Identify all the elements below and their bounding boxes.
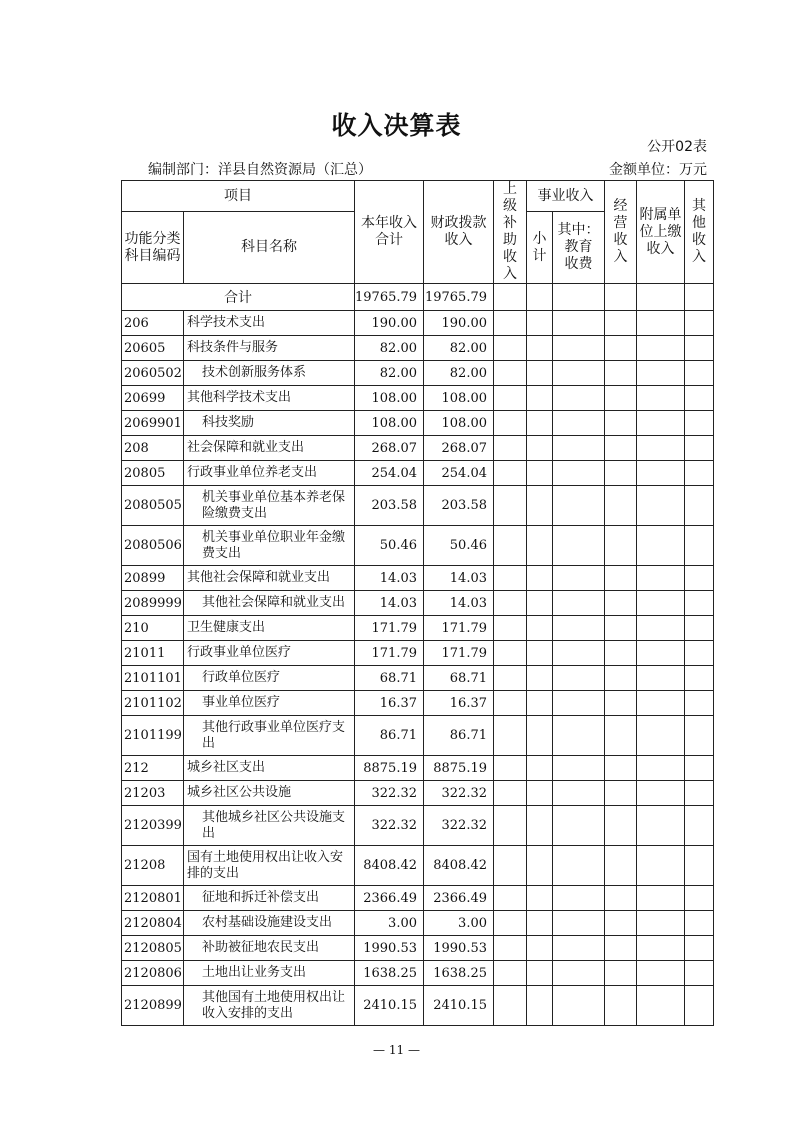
header-total-income: 本年收入 合计 [355,181,424,284]
table-row [122,986,714,1026]
empty-cell [685,436,714,461]
empty-cell [527,336,553,361]
empty-cell [685,961,714,986]
function-code: 21208 [122,846,184,886]
table-row [122,756,714,781]
empty-cell [494,846,527,886]
empty-cell [605,591,637,616]
fiscal-appropriation: 254.04 [424,461,494,486]
empty-cell [605,806,637,846]
empty-cell [494,716,527,756]
fiscal-appropriation: 190.00 [424,311,494,336]
empty-cell [637,716,685,756]
total-income: 322.32 [355,806,424,846]
total-label: 合计 [122,284,355,311]
empty-cell [637,641,685,666]
empty-cell [527,526,553,566]
total-income: 254.04 [355,461,424,486]
header-fiscal-appropriation: 财政拨款 收入 [424,181,494,284]
total-income: 268.07 [355,436,424,461]
empty-cell [527,566,553,591]
table-row [122,311,714,336]
empty-cell [553,526,605,566]
table-row [122,641,714,666]
empty-cell [685,411,714,436]
subject-name: 卫生健康支出 [184,616,355,641]
total-income: 2410.15 [355,986,424,1026]
function-code: 2120399 [122,806,184,846]
fiscal-appropriation: 268.07 [424,436,494,461]
total-income: 14.03 [355,591,424,616]
empty-cell [553,806,605,846]
empty-cell [527,886,553,911]
table-row [122,716,714,756]
empty-cell [637,911,685,936]
empty-cell [494,526,527,566]
function-code: 2080506 [122,526,184,566]
empty-cell [494,566,527,591]
empty-cell [685,781,714,806]
empty-cell [494,886,527,911]
function-code: 2120899 [122,986,184,1026]
empty-cell [553,311,605,336]
empty-cell [494,386,527,411]
empty-cell [553,411,605,436]
empty-cell [605,616,637,641]
function-code: 2060502 [122,361,184,386]
empty-cell [685,336,714,361]
empty-cell [605,911,637,936]
header-business-income: 事业收入 [527,181,605,212]
fiscal-appropriation: 3.00 [424,911,494,936]
empty-cell [527,311,553,336]
fiscal-appropriation: 50.46 [424,526,494,566]
total-fiscal-value: 19765.79 [424,284,494,311]
empty-cell [637,986,685,1026]
fiscal-appropriation: 322.32 [424,781,494,806]
empty-cell [605,411,637,436]
table-row [122,936,714,961]
empty-cell [494,461,527,486]
income-final-accounts-table [121,180,714,1026]
subject-name: 机关事业单位职业年金缴费支出 [184,526,355,566]
empty-cell [553,666,605,691]
page-number: — 11 — [373,1043,420,1057]
subject-name: 机关事业单位基本养老保险缴费支出 [184,486,355,526]
empty-cell [685,566,714,591]
total-income: 108.00 [355,411,424,436]
empty-cell [553,961,605,986]
total-income: 171.79 [355,616,424,641]
subject-name: 社会保障和就业支出 [184,436,355,461]
empty-cell [527,486,553,526]
subject-name: 其他科学技术支出 [184,386,355,411]
empty-cell [637,806,685,846]
fiscal-appropriation: 2410.15 [424,986,494,1026]
empty-cell [637,411,685,436]
total-income: 322.32 [355,781,424,806]
empty-cell [494,911,527,936]
function-code: 2101102 [122,691,184,716]
subject-name: 城乡社区支出 [184,756,355,781]
empty-cell [553,616,605,641]
subject-name: 行政单位医疗 [184,666,355,691]
table-number: 公开02表 [647,139,707,155]
empty-cell [527,436,553,461]
empty-cell [553,936,605,961]
function-code: 210 [122,616,184,641]
fiscal-appropriation: 108.00 [424,386,494,411]
empty-cell [527,846,553,886]
empty-cell [637,336,685,361]
empty-cell [605,461,637,486]
total-income: 1638.25 [355,961,424,986]
empty-cell [553,691,605,716]
empty-cell [605,486,637,526]
empty-cell [527,716,553,756]
empty-cell [685,386,714,411]
fiscal-appropriation: 16.37 [424,691,494,716]
empty-cell [553,336,605,361]
empty-cell [605,566,637,591]
empty-cell [637,486,685,526]
function-code: 2089999 [122,591,184,616]
table-row [122,616,714,641]
empty-cell [605,961,637,986]
empty-cell [637,666,685,691]
total-income: 16.37 [355,691,424,716]
empty-cell [527,591,553,616]
empty-cell [605,846,637,886]
header-operating-income: 经营收入 [605,181,637,284]
subject-name: 行政事业单位养老支出 [184,461,355,486]
subject-name: 其他城乡社区公共设施支出 [184,806,355,846]
empty-cell [637,691,685,716]
empty-cell [553,781,605,806]
fiscal-appropriation: 171.79 [424,616,494,641]
empty-cell [605,716,637,756]
table-row [122,486,714,526]
function-code: 2120804 [122,911,184,936]
header-subtotal: 小计 [527,212,553,284]
empty-cell [685,936,714,961]
table-row [122,566,714,591]
empty-cell [494,336,527,361]
table-row [122,591,714,616]
subject-name: 行政事业单位医疗 [184,641,355,666]
table-row [122,691,714,716]
empty-cell [605,886,637,911]
empty-cell [605,936,637,961]
empty-cell [605,361,637,386]
table-row [122,806,714,846]
empty-cell [527,781,553,806]
fiscal-appropriation: 8408.42 [424,846,494,886]
total-income: 86.71 [355,716,424,756]
empty-cell [494,311,527,336]
total-income: 171.79 [355,641,424,666]
table-row [122,461,714,486]
table-body [122,181,714,1026]
empty-cell [527,641,553,666]
empty-cell [527,806,553,846]
empty-cell [637,756,685,781]
empty-cell [527,666,553,691]
total-income: 82.00 [355,336,424,361]
total-income: 68.71 [355,666,424,691]
fiscal-appropriation: 322.32 [424,806,494,846]
empty-cell [685,911,714,936]
empty-cell [527,386,553,411]
table-row [122,846,714,886]
empty-cell [527,986,553,1026]
empty-cell [527,616,553,641]
fiscal-appropriation: 14.03 [424,566,494,591]
empty-cell [685,361,714,386]
empty-cell [605,666,637,691]
function-code: 208 [122,436,184,461]
total-income: 190.00 [355,311,424,336]
subject-name: 其他社会保障和就业支出 [184,566,355,591]
compiling-department: 编制部门：洋县自然资源局（汇总） [148,162,372,178]
empty-cell [553,566,605,591]
total-income-value: 19765.79 [355,284,424,311]
empty-cell [527,411,553,436]
subject-name: 其他行政事业单位医疗支出 [184,716,355,756]
empty-cell [637,311,685,336]
empty-cell [605,986,637,1026]
empty-cell [553,641,605,666]
empty-cell [494,616,527,641]
function-code: 206 [122,311,184,336]
empty-cell [685,486,714,526]
empty-cell [553,756,605,781]
subject-name: 科技条件与服务 [184,336,355,361]
fiscal-appropriation: 82.00 [424,361,494,386]
empty-cell [637,386,685,411]
empty-cell [685,886,714,911]
header-subject-name: 科目名称 [184,212,355,284]
empty-cell [494,486,527,526]
fiscal-appropriation: 2366.49 [424,886,494,911]
function-code: 2120805 [122,936,184,961]
empty-cell [494,666,527,691]
table-row [122,886,714,911]
function-code: 20605 [122,336,184,361]
empty-cell [637,616,685,641]
total-income: 203.58 [355,486,424,526]
header-row-1 [122,181,714,212]
page-title: 收入决算表 [331,111,462,140]
empty-cell [494,361,527,386]
table-row [122,386,714,411]
empty-cell [494,936,527,961]
empty-cell [527,461,553,486]
empty-cell [685,311,714,336]
fiscal-appropriation: 8875.19 [424,756,494,781]
empty-cell [605,436,637,461]
total-income: 8875.19 [355,756,424,781]
empty-cell [494,691,527,716]
empty-cell [605,336,637,361]
subject-name: 补助被征地农民支出 [184,936,355,961]
empty-cell [553,486,605,526]
empty-cell [637,961,685,986]
header-affiliated-income: 附属单 位上缴 收入 [637,181,685,284]
table-row [122,781,714,806]
empty-cell [494,411,527,436]
empty-cell [605,526,637,566]
empty-cell [685,461,714,486]
subject-name: 科技奖励 [184,411,355,436]
fiscal-appropriation: 14.03 [424,591,494,616]
function-code: 2101199 [122,716,184,756]
empty-cell [494,806,527,846]
total-income: 82.00 [355,361,424,386]
subject-name: 城乡社区公共设施 [184,781,355,806]
fiscal-appropriation: 203.58 [424,486,494,526]
table-row [122,336,714,361]
subject-name: 土地出让业务支出 [184,961,355,986]
total-income: 108.00 [355,386,424,411]
empty-cell [553,986,605,1026]
empty-cell [494,591,527,616]
empty-cell [637,361,685,386]
empty-cell [637,936,685,961]
empty-cell [494,756,527,781]
header-other-income: 其他收入 [685,181,714,284]
empty-cell [527,961,553,986]
subject-name: 其他国有土地使用权出让收入安排的支出 [184,986,355,1026]
total-income: 1990.53 [355,936,424,961]
fiscal-appropriation: 171.79 [424,641,494,666]
empty-cell [553,846,605,886]
empty-cell [685,591,714,616]
empty-cell [553,911,605,936]
empty-cell [605,756,637,781]
subject-name: 国有土地使用权出让收入安排的支出 [184,846,355,886]
empty-cell [494,641,527,666]
empty-cell [605,386,637,411]
empty-cell [527,936,553,961]
empty-cell [527,361,553,386]
fiscal-appropriation: 1638.25 [424,961,494,986]
empty-cell [685,691,714,716]
empty-cell [637,461,685,486]
function-code: 212 [122,756,184,781]
empty-cell [685,806,714,846]
table-row [122,436,714,461]
total-income: 14.03 [355,566,424,591]
empty-cell [685,756,714,781]
empty-cell [637,526,685,566]
empty-cell [527,691,553,716]
empty-cell [553,386,605,411]
empty-cell [494,986,527,1026]
empty-cell [605,641,637,666]
fiscal-appropriation: 1990.53 [424,936,494,961]
function-code: 2120806 [122,961,184,986]
empty-cell [685,666,714,691]
table-row [122,911,714,936]
header-superior-subsidy: 上级补助收入 [494,181,527,284]
function-code: 2080505 [122,486,184,526]
empty-cell [637,846,685,886]
function-code: 21011 [122,641,184,666]
subject-name: 技术创新服务体系 [184,361,355,386]
total-row [122,284,714,311]
table-row [122,526,714,566]
function-code: 20805 [122,461,184,486]
subject-name: 征地和拆迁补偿支出 [184,886,355,911]
empty-cell [685,526,714,566]
function-code: 20899 [122,566,184,591]
subject-name: 事业单位医疗 [184,691,355,716]
total-income: 2366.49 [355,886,424,911]
empty-cell [637,591,685,616]
table-row [122,411,714,436]
subject-name: 其他社会保障和就业支出 [184,591,355,616]
fiscal-appropriation: 82.00 [424,336,494,361]
empty-cell [553,591,605,616]
function-code: 2101101 [122,666,184,691]
empty-cell [553,361,605,386]
amount-unit: 金额单位：万元 [609,162,707,178]
header-function-code: 功能分类 科目编码 [122,212,184,284]
empty-cell [685,616,714,641]
empty-cell [494,961,527,986]
empty-cell [527,756,553,781]
empty-cell [637,886,685,911]
fiscal-appropriation: 108.00 [424,411,494,436]
empty-cell [637,566,685,591]
empty-cell [527,911,553,936]
fiscal-appropriation: 86.71 [424,716,494,756]
empty-cell [553,886,605,911]
total-income: 3.00 [355,911,424,936]
empty-cell [605,781,637,806]
header-item: 项目 [122,181,355,212]
empty-cell [605,311,637,336]
empty-cell [685,641,714,666]
subject-name: 农村基础设施建设支出 [184,911,355,936]
table-row [122,666,714,691]
table-row [122,961,714,986]
function-code: 2069901 [122,411,184,436]
total-income: 50.46 [355,526,424,566]
fiscal-appropriation: 68.71 [424,666,494,691]
table-row [122,361,714,386]
empty-cell [553,716,605,756]
empty-cell [494,781,527,806]
empty-cell [685,846,714,886]
empty-cell [637,436,685,461]
empty-cell [553,436,605,461]
empty-cell [637,781,685,806]
empty-cell [685,986,714,1026]
header-education-fees: 其中： 教育 收费 [553,212,605,284]
function-code: 21203 [122,781,184,806]
empty-cell [553,461,605,486]
function-code: 20699 [122,386,184,411]
function-code: 2120801 [122,886,184,911]
empty-cell [685,716,714,756]
empty-cell [494,436,527,461]
empty-cell [605,691,637,716]
total-income: 8408.42 [355,846,424,886]
subject-name: 科学技术支出 [184,311,355,336]
